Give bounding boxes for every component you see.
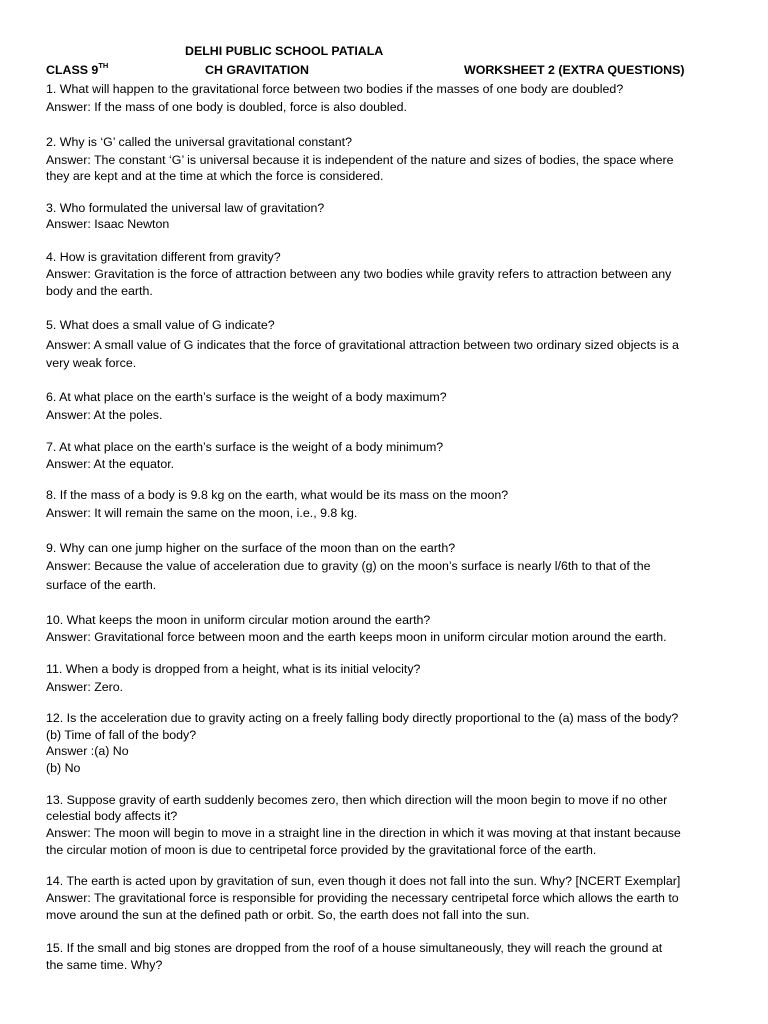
chapter-title: CH GRAVITATION <box>205 63 309 77</box>
text-line: 9. Why can one jump higher on the surface of the moon than on the earth? <box>46 541 456 555</box>
text-line: Answer: At the poles. <box>46 408 163 422</box>
text-line: 11. When a body is dropped from a height, what is its initial velocity? <box>46 662 421 676</box>
text-line: 6. At what place on the earth’s surface is the weight of a body maximum? <box>46 390 447 404</box>
text-line: Answer: Gravitational force between moon and the earth keeps moon in uniform circular motion around the earth. <box>46 630 667 644</box>
text-line: 2. Why is ‘G’ called the universal gravitational constant? <box>46 135 353 149</box>
class-label <box>46 60 109 78</box>
text-line: move around the sun at the defined path or orbit. So, the earth does not fall into the sun. <box>46 908 530 922</box>
text-line: 3. Who formulated the universal law of gravitation? <box>46 201 325 215</box>
text-line: 13. Suppose gravity of earth suddenly becomes zero, then which direction will the moon begin to move if no other <box>46 793 668 807</box>
text-line: Answer: If the mass of one body is doubled, force is also doubled. <box>46 100 407 114</box>
text-line: 15. If the small and big stones are dropped from the roof of a house simultaneously, they will reach the ground at <box>46 941 663 955</box>
text-line: Answer: Zero. <box>46 680 124 694</box>
text-line: 14. The earth is acted upon by gravitation of sun, even though it does not fall into the sun. Why? [NCERT Exemplar] <box>46 874 681 888</box>
text-line: the circular motion of moon is due to centripetal force provided by the gravitational force of the earth. <box>46 843 597 857</box>
text-line: Answer: At the equator. <box>46 457 175 471</box>
text-line: 5. What does a small value of G indicate? <box>46 318 275 332</box>
text-line: Answer: Gravitation is the force of attraction between any two bodies while gravity refers to attraction between any <box>46 267 672 281</box>
text-line: Answer: A small value of G indicates that the force of gravitational attraction between two ordinary sized objects is a <box>46 338 679 352</box>
text-line: Answer :(a) No <box>46 744 129 758</box>
text-line: they are kept and at the time at which the force is considered. <box>46 169 384 183</box>
class-label-text: CLASS 9 <box>46 63 99 77</box>
worksheet-title: WORKSHEET 2 (EXTRA QUESTIONS) <box>464 63 685 77</box>
school-title: DELHI PUBLIC SCHOOL PATIALA <box>185 44 384 58</box>
text-line: the same time. Why? <box>46 958 163 972</box>
text-line: 7. At what place on the earth’s surface is the weight of a body minimum? <box>46 440 444 454</box>
text-line: Answer: The gravitational force is responsible for providing the necessary centripetal force which allows the earth to <box>46 891 679 905</box>
text-line: Answer: The moon will begin to move in a straight line in the direction in which it was moving at that instant because <box>46 826 681 840</box>
class-label-superscript: TH <box>98 60 109 70</box>
text-line: Answer: Isaac Newton <box>46 217 170 231</box>
text-line: 8. If the mass of a body is 9.8 kg on the earth, what would be its mass on the moon? <box>46 488 509 502</box>
text-line: (b) Time of fall of the body? <box>46 728 197 742</box>
text-line: Answer: It will remain the same on the moon, i.e., 9.8 kg. <box>46 506 358 520</box>
text-line: 4. How is gravitation different from gravity? <box>46 250 281 264</box>
text-line: Answer: The constant ‘G’ is universal because it is independent of the nature and sizes of bodies, the space where <box>46 153 674 167</box>
text-line: (b) No <box>46 761 81 775</box>
text-line: 1. What will happen to the gravitational force between two bodies if the masses of one body are doubled? <box>46 82 624 96</box>
text-line: surface of the earth. <box>46 578 157 592</box>
text-line: body and the earth. <box>46 284 153 298</box>
text-line: very weak force. <box>46 356 137 370</box>
text-line: Answer: Because the value of acceleration due to gravity (g) on the moon’s surface is nearly l/6th to that of the <box>46 559 651 573</box>
text-line: celestial body affects it? <box>46 809 178 823</box>
text-line: 12. Is the acceleration due to gravity acting on a freely falling body directly proportional to the (a) mass of the body? <box>46 711 679 725</box>
text-line: 10. What keeps the moon in uniform circular motion around the earth? <box>46 613 431 627</box>
